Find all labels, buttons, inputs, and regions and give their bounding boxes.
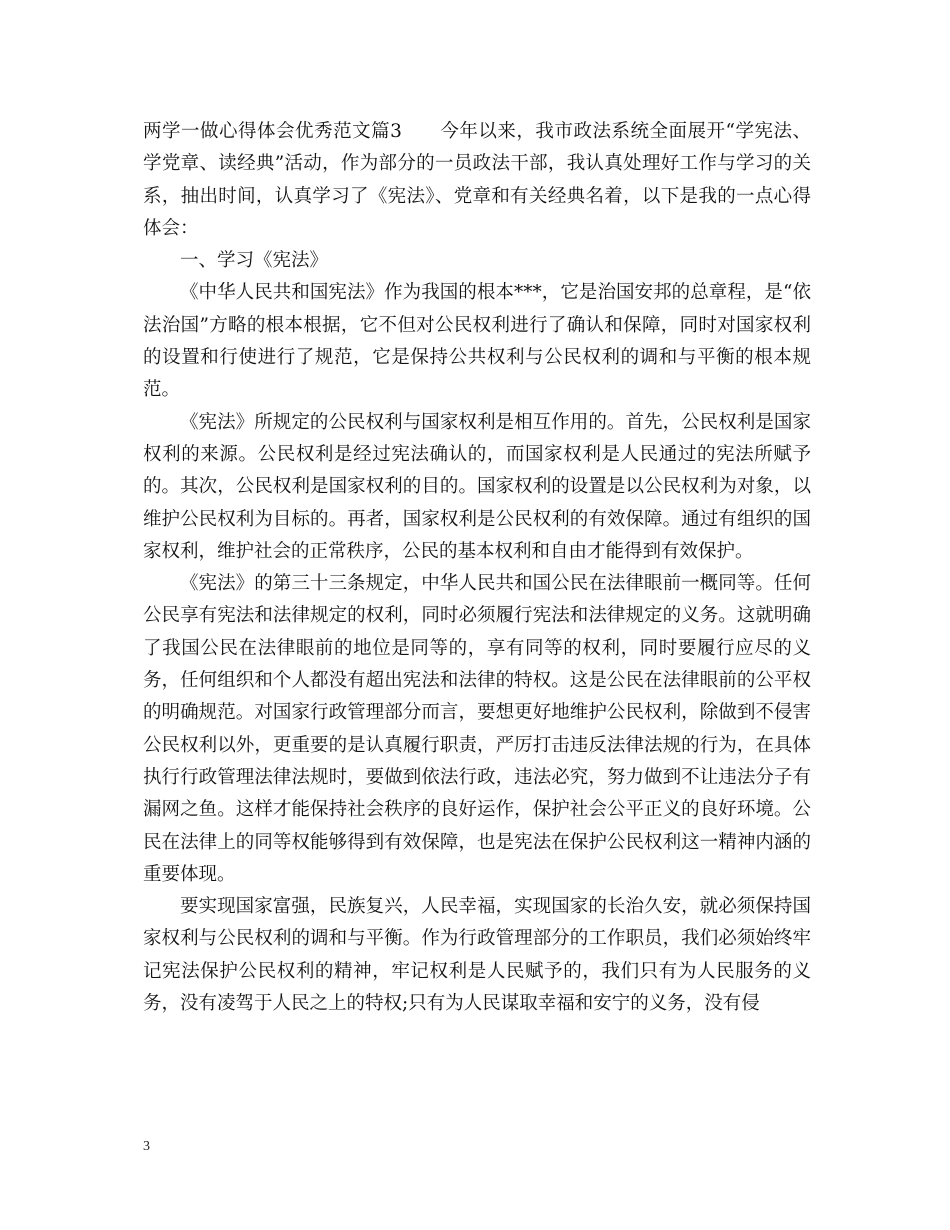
- paragraph-national-prosperity: 要实现国家富强，民族复兴，人民幸福，实现国家的长治久安，就必须保持国家权利与公民权利的调和与平衡。作为行政管理部分的工作职员，我们必须始终牢记宪法保护公民权利的精神，牢记权利是人民赋予的，我们只有为人民服务的义务，没有凌驾于人民之上的特权;只有为人民谋取幸福和安宁的义务，没有侵: [143, 896, 811, 1015]
- paragraph-article-33: 《宪法》的第三十三条规定，中华人民共和国公民在法律眼前一概同等。任何公民享有宪法和法律规定的权利，同时必须履行宪法和法律规定的义务。这就明确了我国公民在法律眼前的地位是同等的，享有同等的权利，同时要履行应尽的义务，任何组织和个人都没有超出宪法和法律的特权。这是公民在法律眼前的公平权的明确规范。对国家行政管理部分而言，要想更好地维护公民权利，除做到不侵害公民权利以外，更重要的是认真履行职责，严厉打击违反法律法规的行为，在具体执行行政管理法律法规时，要做到依法行政，违法必究，努力做到不让违法分子有漏网之鱼。这样才能保持社会秩序的良好运作，保护社会公平正义的良好环境。公民在法律上的同等权能够得到有效保障，也是宪法在保护公民权利这一精神内涵的重要体现。: [143, 573, 811, 885]
- paragraph-intro: 两学一做心得体会优秀范文篇3 今年以来，我市政法系统全面展开“学宪法、学党章、读经典”活动，作为部分的一员政法干部，我认真处理好工作与学习的关系，抽出时间，认真学习了《宪法》、党章和有关经典名着，以下是我的一点心得体会：: [143, 121, 811, 239]
- document-body: [143, 116, 811, 1020]
- paragraph-rights-interaction: 《宪法》所规定的公民权利与国家权利是相互作用的。首先，公民权利是国家权利的来源。公民权利是经过宪法确认的，而国家权利是人民通过的宪法所赋予的。其次，公民权利是国家权利的目的。国家权利的设置是以公民权利为对象，以维护公民权利为目标的。再者，国家权利是公民权利的有效保障。通过有组织的国家权利，维护社会的正常秩序，公民的基本权利和自由才能得到有效保护。: [143, 411, 811, 562]
- page-number: 3: [143, 1139, 150, 1154]
- paragraph-constitution-role: 《中华人民共和国宪法》作为我国的根本***，它是治国安邦的总章程，是“依法治国”方略的根本根据，它不但对公民权利进行了确认和保障，同时对国家权利的设置和行使进行了规范，它是保持公共权利与公民权利的调和与平衡的根本规范。: [143, 282, 811, 401]
- section-heading-constitution: 一、学习《宪法》: [180, 250, 329, 272]
